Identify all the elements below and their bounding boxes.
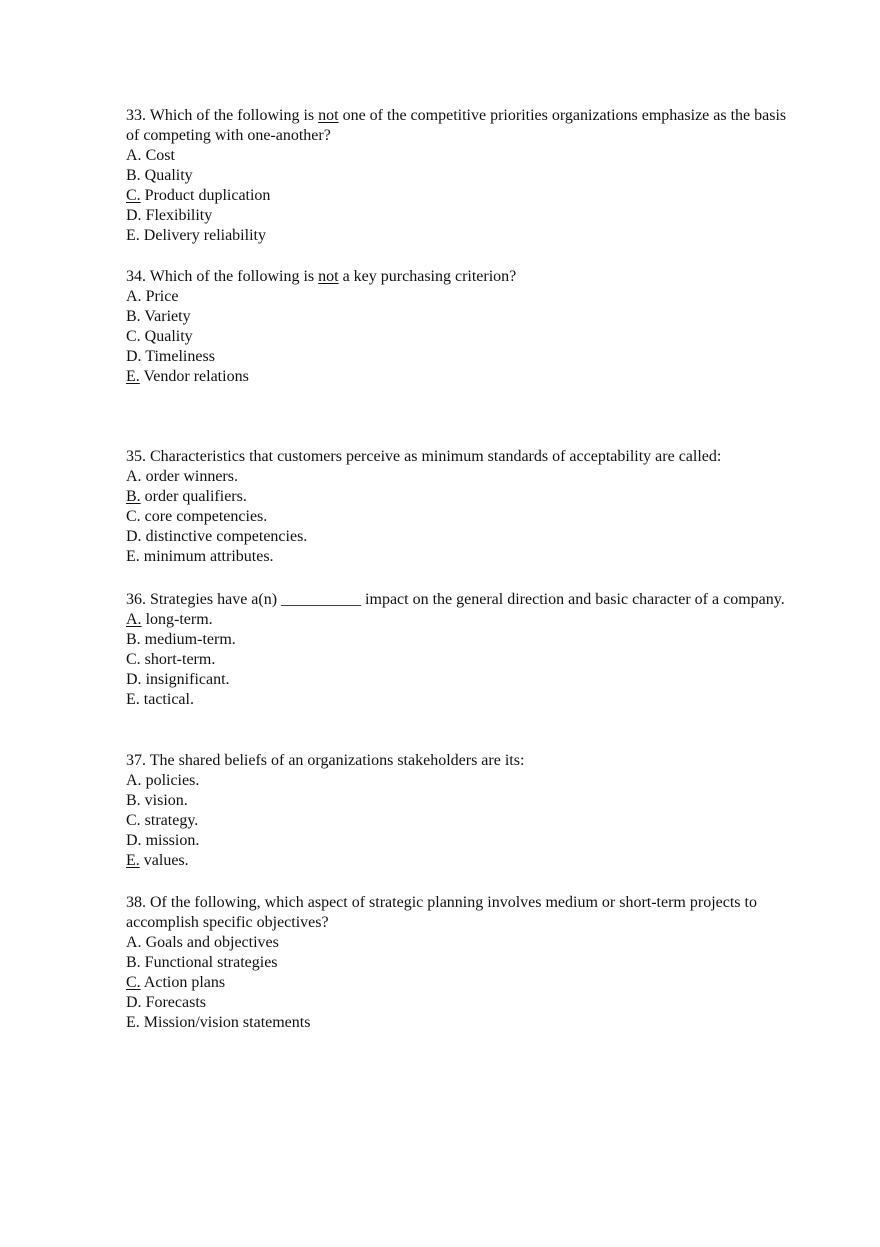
option-c: [126, 973, 796, 993]
option-letter: D.: [126, 832, 142, 849]
option-letter: A.: [126, 147, 142, 164]
option-letter: B.: [126, 954, 141, 971]
stem-text: 34. Which of the following is: [126, 268, 319, 285]
option-a: [126, 287, 796, 307]
option-a: [126, 467, 796, 487]
option-text: Quality: [140, 328, 193, 345]
question-stem: 35. Characteristics that customers perceive as minimum standards of acceptability are called:: [126, 448, 722, 465]
option-letter-marked: E.: [126, 368, 140, 385]
option-text: distinctive competencies.: [141, 528, 308, 545]
question-stem: 37. The shared beliefs of an organizations stakeholders are its:: [126, 752, 525, 769]
option-text: Goals and objectives: [141, 934, 279, 951]
question-stem: [126, 106, 796, 146]
option-text: Vendor relations: [139, 368, 249, 385]
option-letter-marked: A.: [126, 611, 142, 628]
question-stem: 38. Of the following, which aspect of strategic planning involves medium or short-term projects to accomplish specific objectives?: [126, 894, 757, 931]
stem-text: 33. Which of the following is: [126, 107, 319, 124]
question-37: [126, 751, 796, 871]
option-e: [126, 547, 796, 567]
option-letter: A.: [126, 468, 142, 485]
option-a: [126, 933, 796, 953]
option-text: order qualifiers.: [140, 488, 247, 505]
option-letter: A.: [126, 772, 142, 789]
option-text: order winners.: [141, 468, 238, 485]
option-text: Quality: [140, 167, 193, 184]
stem-text: a key purchasing criterion?: [338, 268, 517, 285]
option-letter: D.: [126, 994, 142, 1011]
question-stem: [126, 267, 796, 287]
option-a: [126, 771, 796, 791]
option-text: short-term.: [140, 651, 216, 668]
option-b: [126, 307, 796, 327]
option-letter: B.: [126, 167, 141, 184]
option-d: [126, 831, 796, 851]
option-c: [126, 650, 796, 670]
option-e: [126, 690, 796, 710]
option-b: [126, 166, 796, 186]
option-letter: E.: [126, 227, 140, 244]
option-letter: D.: [126, 671, 142, 688]
option-letter: D.: [126, 348, 142, 365]
option-text: medium-term.: [140, 631, 236, 648]
option-letter: E.: [126, 1014, 140, 1031]
option-text: Delivery reliability: [139, 227, 266, 244]
option-d: [126, 993, 796, 1013]
option-letter-marked: C.: [126, 974, 141, 991]
option-text: insignificant.: [141, 671, 230, 688]
option-text: long-term.: [141, 611, 213, 628]
option-text: minimum attributes.: [139, 548, 274, 565]
option-letter-marked: C.: [126, 187, 141, 204]
option-b: [126, 487, 796, 507]
stem-emphasis: not: [318, 268, 339, 285]
question-stem: 36. Strategies have a(n) __________ impact on the general direction and basic character of a company.: [126, 591, 785, 608]
question-33: [126, 106, 796, 246]
option-e: [126, 1013, 796, 1033]
option-a: [126, 610, 796, 630]
option-d: [126, 206, 796, 226]
option-a: [126, 146, 796, 166]
question-35: [126, 447, 796, 567]
option-d: [126, 670, 796, 690]
stem-emphasis: not: [318, 107, 339, 124]
option-d: [126, 527, 796, 547]
option-text: policies.: [141, 772, 200, 789]
option-letter: B.: [126, 631, 141, 648]
option-text: vision.: [140, 792, 188, 809]
option-letter: E.: [126, 691, 140, 708]
option-text: strategy.: [140, 812, 199, 829]
option-c: [126, 811, 796, 831]
option-d: [126, 347, 796, 367]
option-letter: B.: [126, 792, 141, 809]
option-letter: C.: [126, 328, 141, 345]
option-text: Mission/vision statements: [139, 1014, 311, 1031]
option-letter-marked: B.: [126, 488, 141, 505]
option-letter: A.: [126, 288, 142, 305]
option-e: [126, 851, 796, 871]
stem-text: one of the competitive priorities organizations emphasize as the basis of competing with one-another?: [126, 107, 787, 144]
option-letter-marked: E.: [126, 852, 140, 869]
option-letter: E.: [126, 548, 140, 565]
question-34: [126, 267, 796, 387]
option-letter: D.: [126, 207, 142, 224]
option-e: [126, 367, 796, 387]
option-text: values.: [139, 852, 189, 869]
option-letter: C.: [126, 812, 141, 829]
option-e: [126, 226, 796, 246]
option-text: mission.: [141, 832, 200, 849]
option-b: [126, 791, 796, 811]
option-c: [126, 507, 796, 527]
option-c: [126, 186, 796, 206]
option-text: Variety: [140, 308, 191, 325]
option-text: Timeliness: [141, 348, 215, 365]
option-letter: B.: [126, 308, 141, 325]
option-text: Flexibility: [141, 207, 213, 224]
question-38: [126, 893, 796, 1033]
option-text: Product duplication: [140, 187, 271, 204]
option-b: [126, 953, 796, 973]
question-36: [126, 590, 796, 710]
option-text: Cost: [141, 147, 175, 164]
option-b: [126, 630, 796, 650]
option-letter: C.: [126, 508, 141, 525]
option-c: [126, 327, 796, 347]
option-text: Action plans: [140, 974, 226, 991]
option-letter: D.: [126, 528, 142, 545]
option-letter: A.: [126, 934, 142, 951]
option-text: Price: [141, 288, 179, 305]
option-letter: C.: [126, 651, 141, 668]
option-text: Forecasts: [141, 994, 206, 1011]
option-text: Functional strategies: [140, 954, 278, 971]
option-text: tactical.: [139, 691, 194, 708]
option-text: core competencies.: [140, 508, 268, 525]
